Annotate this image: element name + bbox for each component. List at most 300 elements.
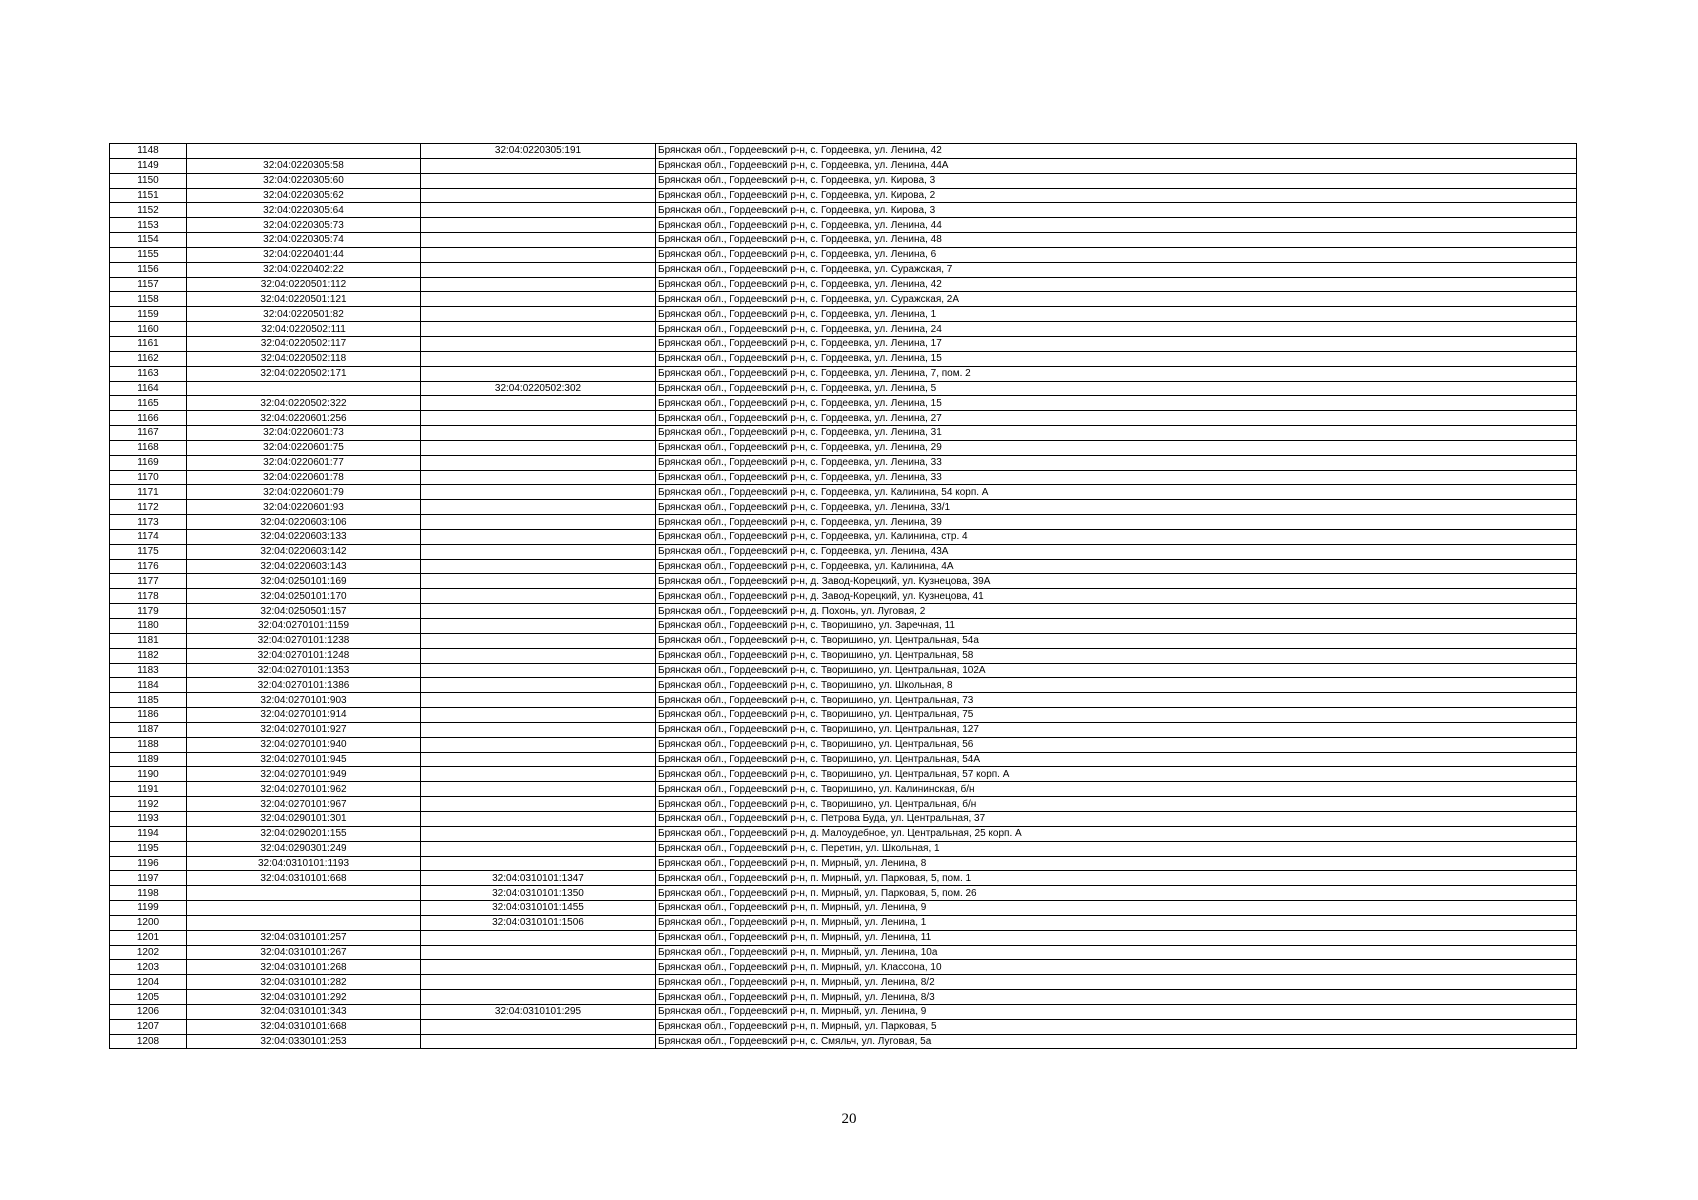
address-cell: Брянская обл., Гордеевский р-н, п. Мирный, ул. Ленина, 8/3 (656, 990, 1577, 1005)
table-row (110, 901, 1577, 916)
address-cell: Брянская обл., Гордеевский р-н, с. Гордеевка, ул. Ленина, 33 (656, 470, 1577, 485)
cadastral-number-cell: 32:04:0220305:60 (187, 173, 421, 188)
cadastral-number-cell: 32:04:0220501:121 (187, 292, 421, 307)
cadastral-number-cell: 32:04:0270101:1353 (187, 663, 421, 678)
table-row (110, 1034, 1577, 1049)
cadastral-number-cell: 32:04:0290201:155 (187, 826, 421, 841)
related-cadastral-number-cell (421, 322, 656, 337)
related-cadastral-number-cell: 32:04:0310101:1506 (421, 915, 656, 930)
row-number-cell: 1181 (110, 633, 187, 648)
row-number-cell: 1175 (110, 544, 187, 559)
cadastral-number-cell: 32:04:0270101:1238 (187, 633, 421, 648)
cadastral-number-cell: 32:04:0220603:106 (187, 515, 421, 530)
related-cadastral-number-cell (421, 589, 656, 604)
cadastral-number-cell: 32:04:0250101:170 (187, 589, 421, 604)
cadastral-number-cell: 32:04:0220305:62 (187, 188, 421, 203)
row-number-cell: 1200 (110, 915, 187, 930)
cadastral-number-cell: 32:04:0250501:157 (187, 604, 421, 619)
related-cadastral-number-cell (421, 173, 656, 188)
table-row (110, 440, 1577, 455)
related-cadastral-number-cell (421, 470, 656, 485)
address-cell: Брянская обл., Гордеевский р-н, с. Гордеевка, ул. Ленина, 15 (656, 351, 1577, 366)
cadastral-number-cell: 32:04:0330101:253 (187, 1034, 421, 1049)
cadastral-number-cell: 32:04:0220305:64 (187, 203, 421, 218)
cadastral-number-cell: 32:04:0270101:1386 (187, 678, 421, 693)
cadastral-number-cell: 32:04:0220603:133 (187, 529, 421, 544)
row-number-cell: 1167 (110, 426, 187, 441)
cadastral-number-cell: 32:04:0310101:343 (187, 1004, 421, 1019)
table-row (110, 336, 1577, 351)
address-cell: Брянская обл., Гордеевский р-н, д. Похонь, ул. Луговая, 2 (656, 604, 1577, 619)
table-row (110, 930, 1577, 945)
related-cadastral-number-cell (421, 411, 656, 426)
related-cadastral-number-cell (421, 158, 656, 173)
address-cell: Брянская обл., Гордеевский р-н, с. Творишино, ул. Заречная, 11 (656, 619, 1577, 634)
related-cadastral-number-cell (421, 678, 656, 693)
related-cadastral-number-cell (421, 648, 656, 663)
table-row (110, 559, 1577, 574)
row-number-cell: 1174 (110, 529, 187, 544)
table-row (110, 826, 1577, 841)
address-cell: Брянская обл., Гордеевский р-н, с. Творишино, ул. Центральная, 58 (656, 648, 1577, 663)
table-row (110, 470, 1577, 485)
table-row (110, 351, 1577, 366)
address-cell: Брянская обл., Гордеевский р-н, с. Перетин, ул. Школьная, 1 (656, 841, 1577, 856)
address-cell: Брянская обл., Гордеевский р-н, с. Гордеевка, ул. Калинина, стр. 4 (656, 529, 1577, 544)
cadastral-number-cell: 32:04:0270101:940 (187, 737, 421, 752)
address-cell: Брянская обл., Гордеевский р-н, с. Гордеевка, ул. Калинина, 4А (656, 559, 1577, 574)
address-cell: Брянская обл., Гордеевский р-н, с. Гордеевка, ул. Кирова, 3 (656, 203, 1577, 218)
table-row (110, 975, 1577, 990)
row-number-cell: 1177 (110, 574, 187, 589)
cadastral-number-cell: 32:04:0220601:77 (187, 455, 421, 470)
address-cell: Брянская обл., Гордеевский р-н, с. Творишино, ул. Центральная, 57 корп. А (656, 767, 1577, 782)
cadastral-number-cell: 32:04:0270101:903 (187, 693, 421, 708)
row-number-cell: 1187 (110, 722, 187, 737)
row-number-cell: 1188 (110, 737, 187, 752)
row-number-cell: 1148 (110, 144, 187, 159)
related-cadastral-number-cell (421, 975, 656, 990)
related-cadastral-number-cell (421, 841, 656, 856)
table-row (110, 856, 1577, 871)
row-number-cell: 1183 (110, 663, 187, 678)
related-cadastral-number-cell (421, 633, 656, 648)
table-row (110, 945, 1577, 960)
address-cell: Брянская обл., Гордеевский р-н, д. Малоудебное, ул. Центральная, 25 корп. А (656, 826, 1577, 841)
address-cell: Брянская обл., Гордеевский р-н, п. Мирный, ул. Парковая, 5, пом. 1 (656, 871, 1577, 886)
row-number-cell: 1151 (110, 188, 187, 203)
table-row (110, 722, 1577, 737)
related-cadastral-number-cell (421, 767, 656, 782)
address-cell: Брянская обл., Гордеевский р-н, п. Мирный, ул. Ленина, 9 (656, 901, 1577, 916)
related-cadastral-number-cell (421, 708, 656, 723)
address-cell: Брянская обл., Гордеевский р-н, п. Мирный, ул. Ленина, 8 (656, 856, 1577, 871)
table-row (110, 604, 1577, 619)
address-cell: Брянская обл., Гордеевский р-н, с. Гордеевка, ул. Кирова, 3 (656, 173, 1577, 188)
cadastral-number-cell: 32:04:0220501:112 (187, 277, 421, 292)
cadastral-number-cell: 32:04:0220402:22 (187, 262, 421, 277)
cadastral-number-cell: 32:04:0220603:142 (187, 544, 421, 559)
cadastral-number-cell: 32:04:0220305:58 (187, 158, 421, 173)
table-row (110, 173, 1577, 188)
address-cell: Брянская обл., Гордеевский р-н, с. Гордеевка, ул. Калинина, 54 корп. А (656, 485, 1577, 500)
address-cell: Брянская обл., Гордеевский р-н, с. Гордеевка, ул. Ленина, 44А (656, 158, 1577, 173)
address-cell: Брянская обл., Гордеевский р-н, с. Гордеевка, ул. Ленина, 33 (656, 455, 1577, 470)
cadastral-number-cell: 32:04:0310101:668 (187, 1019, 421, 1034)
address-cell: Брянская обл., Гордеевский р-н, с. Гордеевка, ул. Ленина, 5 (656, 381, 1577, 396)
row-number-cell: 1186 (110, 708, 187, 723)
related-cadastral-number-cell (421, 396, 656, 411)
row-number-cell: 1180 (110, 619, 187, 634)
table-row (110, 752, 1577, 767)
row-number-cell: 1204 (110, 975, 187, 990)
address-cell: Брянская обл., Гордеевский р-н, д. Завод-Корецкий, ул. Кузнецова, 41 (656, 589, 1577, 604)
row-number-cell: 1164 (110, 381, 187, 396)
cadastral-number-cell: 32:04:0220601:256 (187, 411, 421, 426)
row-number-cell: 1207 (110, 1019, 187, 1034)
related-cadastral-number-cell: 32:04:0310101:1350 (421, 886, 656, 901)
address-cell: Брянская обл., Гордеевский р-н, с. Творишино, ул. Центральная, 56 (656, 737, 1577, 752)
address-cell: Брянская обл., Гордеевский р-н, с. Творишино, ул. Центральная, 75 (656, 708, 1577, 723)
related-cadastral-number-cell (421, 515, 656, 530)
related-cadastral-number-cell (421, 811, 656, 826)
related-cadastral-number-cell (421, 366, 656, 381)
related-cadastral-number-cell (421, 574, 656, 589)
row-number-cell: 1173 (110, 515, 187, 530)
address-cell: Брянская обл., Гордеевский р-н, с. Гордеевка, ул. Ленина, 44 (656, 218, 1577, 233)
address-cell: Брянская обл., Гордеевский р-н, с. Гордеевка, ул. Ленина, 15 (656, 396, 1577, 411)
table-row (110, 841, 1577, 856)
address-cell: Брянская обл., Гордеевский р-н, с. Гордеевка, ул. Суражская, 7 (656, 262, 1577, 277)
related-cadastral-number-cell (421, 529, 656, 544)
related-cadastral-number-cell (421, 752, 656, 767)
table-row (110, 426, 1577, 441)
table-row (110, 960, 1577, 975)
related-cadastral-number-cell (421, 826, 656, 841)
row-number-cell: 1168 (110, 440, 187, 455)
address-cell: Брянская обл., Гордеевский р-н, с. Гордеевка, ул. Ленина, 48 (656, 233, 1577, 248)
row-number-cell: 1199 (110, 901, 187, 916)
row-number-cell: 1150 (110, 173, 187, 188)
related-cadastral-number-cell (421, 722, 656, 737)
row-number-cell: 1196 (110, 856, 187, 871)
address-cell: Брянская обл., Гордеевский р-н, с. Творишино, ул. Центральная, 102А (656, 663, 1577, 678)
table-row (110, 188, 1577, 203)
cadastral-number-cell: 32:04:0310101:268 (187, 960, 421, 975)
table-row (110, 485, 1577, 500)
related-cadastral-number-cell (421, 218, 656, 233)
row-number-cell: 1194 (110, 826, 187, 841)
table-row (110, 144, 1577, 159)
row-number-cell: 1159 (110, 307, 187, 322)
table-row (110, 574, 1577, 589)
related-cadastral-number-cell (421, 440, 656, 455)
cadastral-number-cell: 32:04:0220502:322 (187, 396, 421, 411)
related-cadastral-number-cell (421, 990, 656, 1005)
related-cadastral-number-cell (421, 737, 656, 752)
address-cell: Брянская обл., Гордеевский р-н, с. Гордеевка, ул. Ленина, 42 (656, 144, 1577, 159)
address-cell: Брянская обл., Гордеевский р-н, с. Гордеевка, ул. Ленина, 27 (656, 411, 1577, 426)
related-cadastral-number-cell (421, 351, 656, 366)
address-cell: Брянская обл., Гордеевский р-н, п. Мирный, ул. Классона, 10 (656, 960, 1577, 975)
row-number-cell: 1201 (110, 930, 187, 945)
cadastral-number-cell: 32:04:0270101:1248 (187, 648, 421, 663)
table-row (110, 589, 1577, 604)
address-cell: Брянская обл., Гордеевский р-н, с. Гордеевка, ул. Ленина, 1 (656, 307, 1577, 322)
address-cell: Брянская обл., Гордеевский р-н, с. Гордеевка, ул. Ленина, 31 (656, 426, 1577, 441)
cadastral-table (109, 143, 1577, 1049)
row-number-cell: 1193 (110, 811, 187, 826)
row-number-cell: 1179 (110, 604, 187, 619)
row-number-cell: 1182 (110, 648, 187, 663)
cadastral-number-cell: 32:04:0270101:967 (187, 797, 421, 812)
address-cell: Брянская обл., Гордеевский р-н, п. Мирный, ул. Ленина, 9 (656, 1004, 1577, 1019)
table-row (110, 767, 1577, 782)
row-number-cell: 1162 (110, 351, 187, 366)
table-row (110, 411, 1577, 426)
row-number-cell: 1203 (110, 960, 187, 975)
related-cadastral-number-cell (421, 336, 656, 351)
address-cell: Брянская обл., Гордеевский р-н, п. Мирный, ул. Ленина, 10а (656, 945, 1577, 960)
address-cell: Брянская обл., Гордеевский р-н, п. Мирный, ул. Парковая, 5 (656, 1019, 1577, 1034)
table-row (110, 366, 1577, 381)
cadastral-number-cell (187, 381, 421, 396)
row-number-cell: 1158 (110, 292, 187, 307)
related-cadastral-number-cell (421, 604, 656, 619)
related-cadastral-number-cell (421, 247, 656, 262)
table-row (110, 307, 1577, 322)
address-cell: Брянская обл., Гордеевский р-н, с. Творишино, ул. Калининская, б/н (656, 782, 1577, 797)
address-cell: Брянская обл., Гордеевский р-н, с. Творишино, ул. Центральная, 73 (656, 693, 1577, 708)
table-row (110, 693, 1577, 708)
row-number-cell: 1153 (110, 218, 187, 233)
cadastral-number-cell: 32:04:0250101:169 (187, 574, 421, 589)
table-row (110, 1019, 1577, 1034)
cadastral-number-cell: 32:04:0220305:74 (187, 233, 421, 248)
row-number-cell: 1157 (110, 277, 187, 292)
related-cadastral-number-cell (421, 559, 656, 574)
cadastral-number-cell: 32:04:0270101:949 (187, 767, 421, 782)
related-cadastral-number-cell (421, 292, 656, 307)
related-cadastral-number-cell (421, 233, 656, 248)
table-body (110, 144, 1577, 1049)
related-cadastral-number-cell (421, 945, 656, 960)
table-row (110, 678, 1577, 693)
related-cadastral-number-cell: 32:04:0310101:1347 (421, 871, 656, 886)
address-cell: Брянская обл., Гордеевский р-н, с. Гордеевка, ул. Кирова, 2 (656, 188, 1577, 203)
cadastral-number-cell: 32:04:0220601:79 (187, 485, 421, 500)
row-number-cell: 1208 (110, 1034, 187, 1049)
related-cadastral-number-cell (421, 188, 656, 203)
table-row (110, 811, 1577, 826)
cadastral-number-cell: 32:04:0220501:82 (187, 307, 421, 322)
table-row (110, 203, 1577, 218)
address-cell: Брянская обл., Гордеевский р-н, с. Гордеевка, ул. Ленина, 17 (656, 336, 1577, 351)
related-cadastral-number-cell (421, 485, 656, 500)
address-cell: Брянская обл., Гордеевский р-н, с. Гордеевка, ул. Суражская, 2А (656, 292, 1577, 307)
cadastral-number-cell: 32:04:0220502:111 (187, 322, 421, 337)
cadastral-number-cell: 32:04:0310101:292 (187, 990, 421, 1005)
page-number: 20 (841, 1111, 857, 1127)
address-cell: Брянская обл., Гордеевский р-н, с. Петрова Буда, ул. Центральная, 37 (656, 811, 1577, 826)
row-number-cell: 1172 (110, 500, 187, 515)
cadastral-number-cell: 32:04:0220601:93 (187, 500, 421, 515)
related-cadastral-number-cell (421, 856, 656, 871)
table-row (110, 396, 1577, 411)
cadastral-number-cell: 32:04:0270101:914 (187, 708, 421, 723)
address-cell: Брянская обл., Гордеевский р-н, с. Гордеевка, ул. Ленина, 33/1 (656, 500, 1577, 515)
address-cell: Брянская обл., Гордеевский р-н, с. Творишино, ул. Центральная, 127 (656, 722, 1577, 737)
address-cell: Брянская обл., Гордеевский р-н, п. Мирный, ул. Ленина, 1 (656, 915, 1577, 930)
table-row (110, 262, 1577, 277)
row-number-cell: 1152 (110, 203, 187, 218)
table-row (110, 381, 1577, 396)
table-row (110, 455, 1577, 470)
cadastral-number-cell: 32:04:0310101:267 (187, 945, 421, 960)
cadastral-number-cell: 32:04:0310101:257 (187, 930, 421, 945)
related-cadastral-number-cell (421, 544, 656, 559)
row-number-cell: 1185 (110, 693, 187, 708)
related-cadastral-number-cell (421, 426, 656, 441)
related-cadastral-number-cell (421, 203, 656, 218)
related-cadastral-number-cell (421, 277, 656, 292)
row-number-cell: 1161 (110, 336, 187, 351)
address-cell: Брянская обл., Гордеевский р-н, с. Творишино, ул. Центральная, 54А (656, 752, 1577, 767)
related-cadastral-number-cell (421, 693, 656, 708)
cadastral-number-cell: 32:04:0220305:73 (187, 218, 421, 233)
row-number-cell: 1205 (110, 990, 187, 1005)
row-number-cell: 1191 (110, 782, 187, 797)
related-cadastral-number-cell (421, 262, 656, 277)
cadastral-number-cell: 32:04:0310101:1193 (187, 856, 421, 871)
row-number-cell: 1154 (110, 233, 187, 248)
cadastral-number-cell: 32:04:0310101:668 (187, 871, 421, 886)
table-row (110, 292, 1577, 307)
table-row (110, 990, 1577, 1005)
row-number-cell: 1206 (110, 1004, 187, 1019)
row-number-cell: 1160 (110, 322, 187, 337)
cadastral-number-cell: 32:04:0270101:945 (187, 752, 421, 767)
row-number-cell: 1197 (110, 871, 187, 886)
related-cadastral-number-cell: 32:04:0220502:302 (421, 381, 656, 396)
related-cadastral-number-cell (421, 1034, 656, 1049)
table-row (110, 797, 1577, 812)
related-cadastral-number-cell: 32:04:0310101:1455 (421, 901, 656, 916)
table-row (110, 529, 1577, 544)
cadastral-number-cell: 32:04:0220601:75 (187, 440, 421, 455)
address-cell: Брянская обл., Гордеевский р-н, с. Гордеевка, ул. Ленина, 39 (656, 515, 1577, 530)
address-cell: Брянская обл., Гордеевский р-н, с. Творишино, ул. Школьная, 8 (656, 678, 1577, 693)
cadastral-number-cell (187, 901, 421, 916)
row-number-cell: 1202 (110, 945, 187, 960)
address-cell: Брянская обл., Гордеевский р-н, с. Гордеевка, ул. Ленина, 29 (656, 440, 1577, 455)
row-number-cell: 1171 (110, 485, 187, 500)
table-row (110, 544, 1577, 559)
address-cell: Брянская обл., Гордеевский р-н, п. Мирный, ул. Ленина, 8/2 (656, 975, 1577, 990)
table-row (110, 500, 1577, 515)
cadastral-number-cell: 32:04:0220401:44 (187, 247, 421, 262)
cadastral-number-cell: 32:04:0270101:927 (187, 722, 421, 737)
row-number-cell: 1149 (110, 158, 187, 173)
table-row (110, 633, 1577, 648)
table-row (110, 915, 1577, 930)
address-cell: Брянская обл., Гордеевский р-н, с. Творишино, ул. Центральная, 54а (656, 633, 1577, 648)
row-number-cell: 1156 (110, 262, 187, 277)
address-cell: Брянская обл., Гордеевский р-н, с. Творишино, ул. Центральная, б/н (656, 797, 1577, 812)
cadastral-number-cell: 32:04:0220502:117 (187, 336, 421, 351)
table-row (110, 619, 1577, 634)
address-cell: Брянская обл., Гордеевский р-н, с. Гордеевка, ул. Ленина, 6 (656, 247, 1577, 262)
cadastral-number-cell: 32:04:0290301:249 (187, 841, 421, 856)
row-number-cell: 1163 (110, 366, 187, 381)
related-cadastral-number-cell (421, 663, 656, 678)
cadastral-number-cell: 32:04:0220502:171 (187, 366, 421, 381)
table-row (110, 871, 1577, 886)
address-cell: Брянская обл., Гордеевский р-н, п. Мирный, ул. Парковая, 5, пом. 26 (656, 886, 1577, 901)
related-cadastral-number-cell (421, 960, 656, 975)
table-row (110, 515, 1577, 530)
related-cadastral-number-cell (421, 307, 656, 322)
table-row (110, 158, 1577, 173)
row-number-cell: 1165 (110, 396, 187, 411)
table-row (110, 782, 1577, 797)
row-number-cell: 1155 (110, 247, 187, 262)
cadastral-number-cell: 32:04:0270101:962 (187, 782, 421, 797)
table-row (110, 247, 1577, 262)
related-cadastral-number-cell: 32:04:0220305:191 (421, 144, 656, 159)
cadastral-number-cell (187, 915, 421, 930)
table-row (110, 218, 1577, 233)
related-cadastral-number-cell: 32:04:0310101:295 (421, 1004, 656, 1019)
related-cadastral-number-cell (421, 455, 656, 470)
cadastral-number-cell: 32:04:0270101:1159 (187, 619, 421, 634)
row-number-cell: 1178 (110, 589, 187, 604)
address-cell: Брянская обл., Гордеевский р-н, п. Мирный, ул. Ленина, 11 (656, 930, 1577, 945)
related-cadastral-number-cell (421, 797, 656, 812)
cadastral-number-cell: 32:04:0220603:143 (187, 559, 421, 574)
row-number-cell: 1195 (110, 841, 187, 856)
cadastral-number-cell: 32:04:0310101:282 (187, 975, 421, 990)
cadastral-number-cell: 32:04:0220601:78 (187, 470, 421, 485)
cadastral-number-cell (187, 886, 421, 901)
row-number-cell: 1189 (110, 752, 187, 767)
address-cell: Брянская обл., Гордеевский р-н, с. Гордеевка, ул. Ленина, 24 (656, 322, 1577, 337)
table-row (110, 886, 1577, 901)
table-row (110, 233, 1577, 248)
cadastral-number-cell: 32:04:0290101:301 (187, 811, 421, 826)
table-row (110, 663, 1577, 678)
table-row (110, 322, 1577, 337)
address-cell: Брянская обл., Гордеевский р-н, с. Гордеевка, ул. Ленина, 43А (656, 544, 1577, 559)
address-cell: Брянская обл., Гордеевский р-н, с. Гордеевка, ул. Ленина, 42 (656, 277, 1577, 292)
address-cell: Брянская обл., Гордеевский р-н, с. Смяльч, ул. Луговая, 5а (656, 1034, 1577, 1049)
related-cadastral-number-cell (421, 930, 656, 945)
related-cadastral-number-cell (421, 500, 656, 515)
row-number-cell: 1176 (110, 559, 187, 574)
row-number-cell: 1184 (110, 678, 187, 693)
table-row (110, 277, 1577, 292)
cadastral-number-cell: 32:04:0220601:73 (187, 426, 421, 441)
related-cadastral-number-cell (421, 782, 656, 797)
cadastral-number-cell: 32:04:0220502:118 (187, 351, 421, 366)
table-row (110, 1004, 1577, 1019)
table-row (110, 648, 1577, 663)
row-number-cell: 1198 (110, 886, 187, 901)
related-cadastral-number-cell (421, 619, 656, 634)
table-row (110, 737, 1577, 752)
related-cadastral-number-cell (421, 1019, 656, 1034)
row-number-cell: 1192 (110, 797, 187, 812)
